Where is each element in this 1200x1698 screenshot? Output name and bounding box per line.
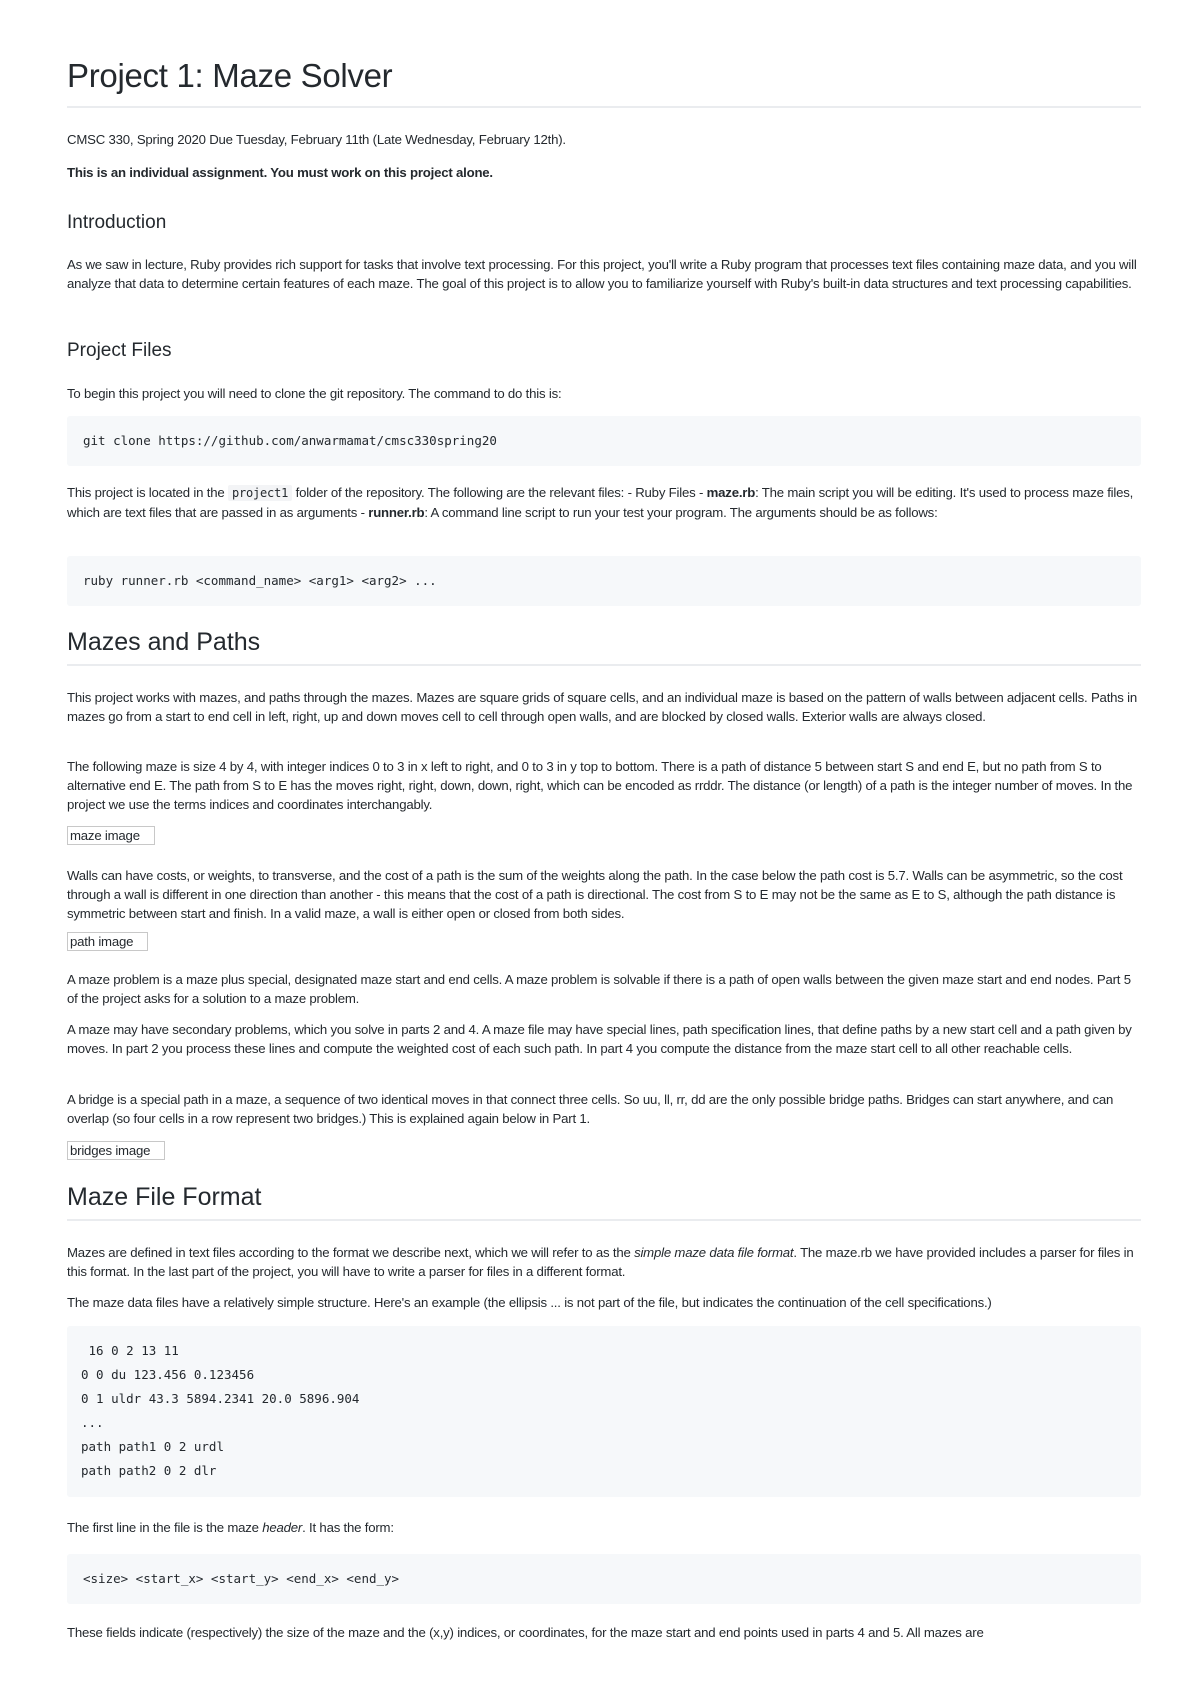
- files-text: This project is located in the: [67, 485, 228, 500]
- maze-image-placeholder: maze image: [67, 826, 155, 845]
- text: . It has the form:: [302, 1520, 394, 1535]
- introduction-body: As we saw in lecture, Ruby provides rich support for tasks that involve text processing. For this project, you'll write a Ruby program that processes text files containing maze data, and you will analyze that data to determine certain features of each maze. The goal of this project is to allow you to familiarize yourself with Ruby's built-in data structures and text processing capabilities.: [67, 257, 1137, 291]
- files-description: [67, 483, 1141, 522]
- clone-command: git clone https://github.com/anwarmamat/cmsc330spring20: [83, 433, 497, 448]
- document-content: [67, 0, 1141, 1640]
- header-term: header: [262, 1520, 303, 1535]
- files-text: : The main script you will be editing. It's used to process maze files, which are text files that are passed in as arguments -: [67, 485, 1134, 520]
- run-command-block: [67, 556, 1141, 606]
- mazes-paragraph-1: This project works with mazes, and paths through the mazes. Mazes are square grids of square cells, and an individual maze is based on the pattern of walls between adjacent cells. Paths in mazes go from a start to end cell in left, right, up and down moves cell to cell through open walls, and are blocked by closed walls. Exterior walls are always closed.: [67, 690, 1138, 724]
- example-line: 0 0 du 123.456 0.123456: [81, 1367, 255, 1382]
- course-info: CMSC 330, Spring 2020 Due Tuesday, February 11th (Late Wednesday, February 12th).: [67, 132, 566, 147]
- maze-image-row: [67, 826, 1141, 845]
- mazes-paragraph-3: Walls can have costs, or weights, to transverse, and the cost of a path is the sum of the weights along the path. In the case below the path cost is 5.7. Walls can be asymmetric, so the cost through a wall is different in one direction than another - this means that the cost of a path is directional. The cost from S to E may not be the same as E to S, although the path distance is symmetric between start and finish. In a valid maze, a wall is either open or closed from both sides.: [67, 868, 1123, 921]
- file-format-heading: Maze File Format: [67, 1181, 1141, 1221]
- file-format-paragraph-3: [67, 1518, 1141, 1537]
- example-line: 16 0 2 13 11: [81, 1343, 179, 1358]
- project-folder-code: project1: [228, 485, 292, 501]
- simple-format-term: simple maze data file format: [634, 1245, 794, 1260]
- example-file-block: [67, 1326, 1141, 1497]
- text: Mazes are defined in text files according to the format we describe next, which we will refer to as the: [67, 1245, 635, 1260]
- text: The first line in the file is the maze: [67, 1520, 263, 1535]
- bridges-image-placeholder: bridges image: [67, 1141, 165, 1160]
- files-text: folder of the repository. The following are the relevant files: - Ruby Files -: [292, 485, 707, 500]
- files-text: : A command line script to run your test your program. The arguments should be as follows:: [424, 505, 938, 520]
- example-line: ...: [81, 1415, 104, 1430]
- mazes-paragraph-6: A bridge is a special path in a maze, a sequence of two identical moves in that connect three cells. So uu, ll, rr, dd are the only possible bridge paths. Bridges can start anywhere, and can overlap (so four cells in a row represent two bridges.) This is explained again below in Part 1.: [67, 1092, 1114, 1126]
- header-format: <size> <start_x> <start_y> <end_x> <end_y>: [83, 1571, 400, 1586]
- header-format-block: [67, 1554, 1141, 1604]
- text: . The maze.rb we have provided includes a parser for files in this format. In the last part of the project, you will have to write a parser for files in a different format.: [67, 1245, 1134, 1279]
- introduction-heading: Introduction: [67, 212, 167, 233]
- individual-notice: This is an individual assignment. You must work on this project alone.: [67, 165, 493, 180]
- mazes-paragraph-4: A maze problem is a maze plus special, designated maze start and end cells. A maze problem is solvable if there is a path of open walls between the given maze start and end nodes. Part 5 of the project asks for a solution to a maze problem.: [67, 972, 1131, 1006]
- maze-rb-file: maze.rb: [706, 485, 756, 500]
- clone-command-block: [67, 416, 1141, 466]
- run-command: ruby runner.rb <command_name> <arg1> <arg2> ...: [83, 573, 437, 588]
- mazes-paths-heading: Mazes and Paths: [67, 626, 1141, 666]
- mazes-paragraph-5: A maze may have secondary problems, which you solve in parts 2 and 4. A maze file may have special lines, path specification lines, that define paths by a new start cell and a path given by moves. In part 2 you process these lines and compute the weighted cost of each such path. In part 4 you compute the distance from the maze start cell to all other reachable cells.: [67, 1022, 1132, 1056]
- page-title: Project 1: Maze Solver: [67, 0, 1141, 108]
- project-files-intro: To begin this project you will need to clone the git repository. The command to do this is:: [67, 386, 562, 401]
- example-line: 0 1 uldr 43.3 5894.2341 20.0 5896.904: [81, 1391, 360, 1406]
- path-image-placeholder: path image: [67, 932, 148, 951]
- example-line: path path2 0 2 dlr: [81, 1463, 217, 1478]
- file-format-paragraph-2: The maze data files have a relatively simple structure. Here's an example (the ellipsis ... is not part of the file, but indicates the continuation of the cell specifications.): [67, 1295, 992, 1310]
- mazes-paragraph-2: The following maze is size 4 by 4, with integer indices 0 to 3 in x left to right, and 0 to 3 in y top to bottom. There is a path of distance 5 between start S and end E, but no path from S to alternative end E. The path from S to E has the moves right, right, down, down, right, which can be encoded as rrddr. The distance (or length) of a path is the integer number of moves. In the project we use the terms indices and coordinates interchangably.: [67, 759, 1133, 812]
- file-format-paragraph-4: These fields indicate (respectively) the size of the maze and the (x,y) indices, or coordinates, for the maze start and end points used in parts 4 and 5. All mazes are: [67, 1625, 984, 1640]
- example-line: path path1 0 2 urdl: [81, 1439, 224, 1454]
- file-format-paragraph-1: [67, 1243, 1141, 1281]
- path-image-row: [67, 932, 1141, 951]
- bridges-image-row: [67, 1141, 1141, 1160]
- project-files-heading: Project Files: [67, 340, 172, 361]
- runner-rb-file: runner.rb: [368, 505, 425, 520]
